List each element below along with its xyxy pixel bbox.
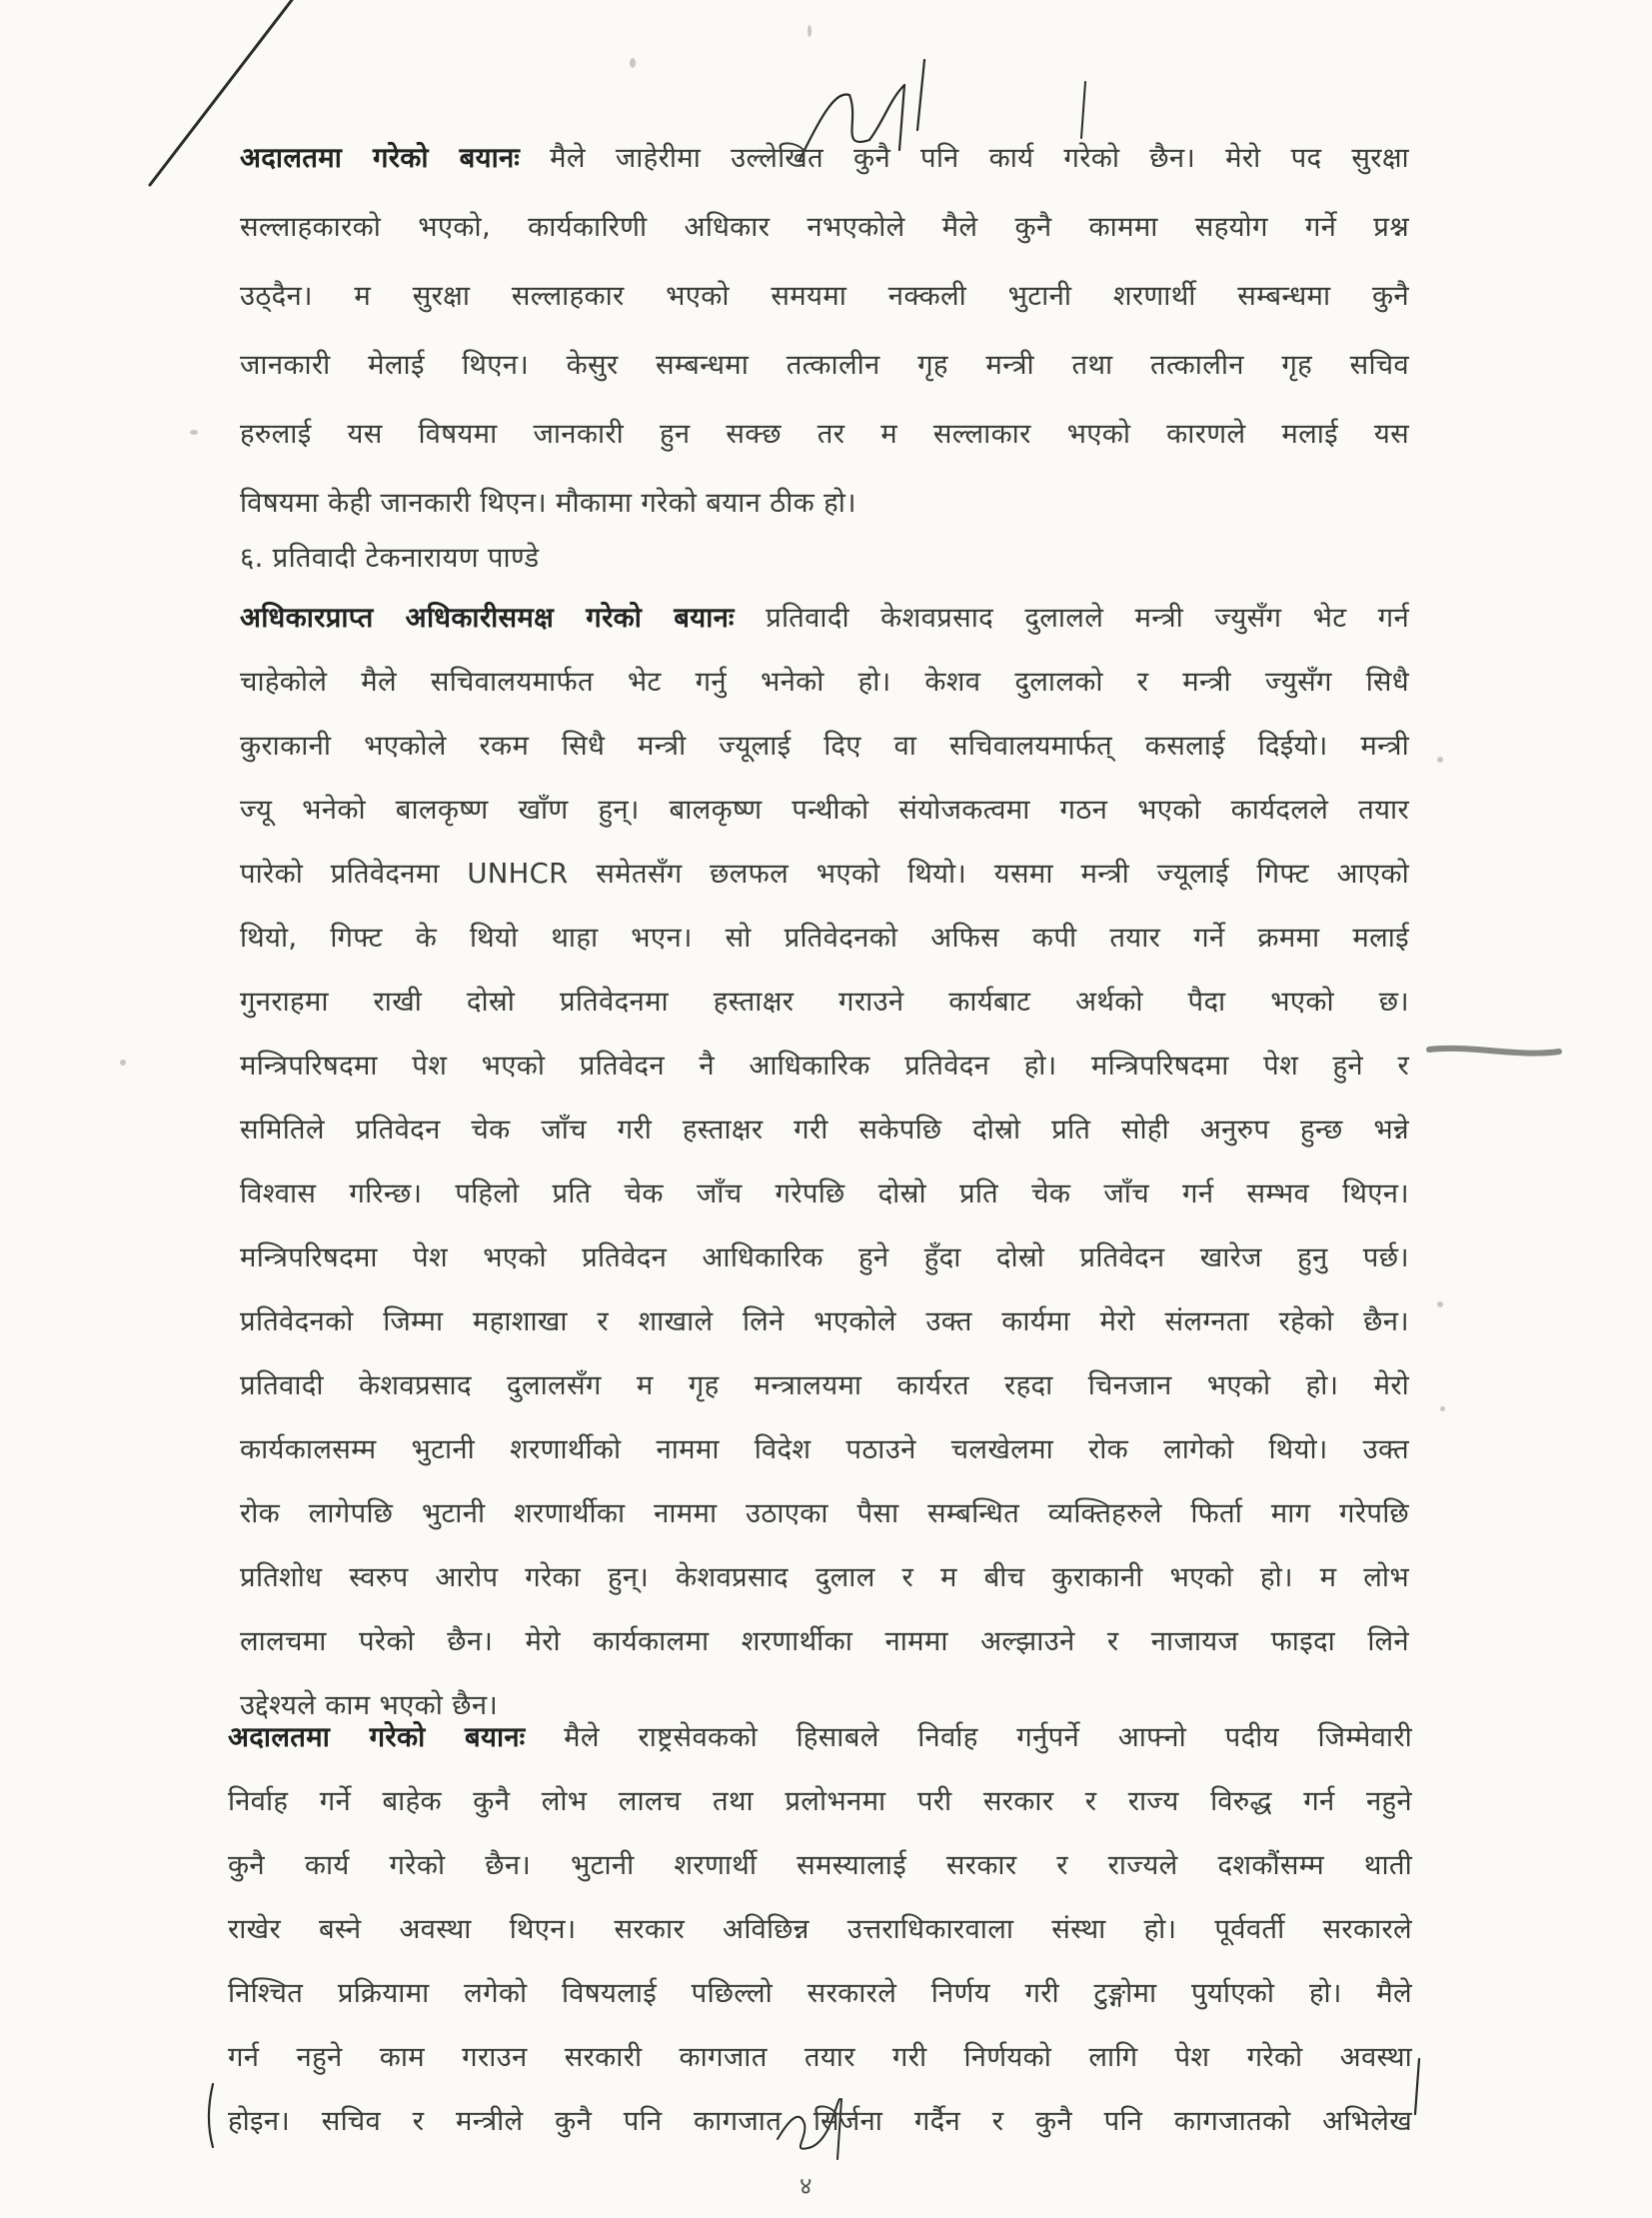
text-line: सल्लाहकारको भएको, कार्यकारिणी अधिकार नभएकोले मैले कुनै काममा सहयोग गर्ने प्रश्न — [240, 211, 1409, 243]
text-line: अदालतमा गरेको बयानः मैले राष्ट्रसेवकको हिसाबले निर्वाह गर्नुपर्ने आफ्नो पदीय जिम्मेवारी — [228, 1721, 1412, 1753]
text-line: कार्यकालसम्म भुटानी शरणार्थीको नाममा विदेश पठाउने चलखेलमा रोक लागेको थियो। उक्त — [240, 1433, 1409, 1465]
scan-speck — [190, 430, 198, 435]
text-line: समितिले प्रतिवेदन चेक जाँच गरी हस्ताक्षर गरी सकेपछि दोस्रो प्रति सोही अनुरुप हुन्छ भन्ने — [240, 1113, 1409, 1145]
scan-speck — [1437, 1301, 1443, 1307]
text-line: रोक लागेपछि भुटानी शरणार्थीका नाममा उठाएका पैसा सम्बन्धित व्यक्तिहरुले फिर्ता माग गरेपछि — [240, 1497, 1409, 1529]
scan-speck — [1437, 757, 1443, 763]
text-line: उद्देश्यले काम भएको छैन। — [240, 1689, 499, 1721]
text-line: प्रतिवादी केशवप्रसाद दुलालसँग म गृह मन्त्रालयमा कार्यरत रहदा चिनजान भएको हो। मेरो — [240, 1369, 1409, 1401]
text-line: जानकारी मेलाई थिएन। केसुर सम्बन्धमा तत्कालीन गृह मन्त्री तथा तत्कालीन गृह सचिव — [240, 349, 1409, 381]
text-line: कुराकानी भएकोले रकम सिधै मन्त्री ज्यूलाई दिए वा सचिवालयमार्फत् कसलाई दिईयो। मन्त्री — [240, 730, 1409, 762]
text-line: ज्यू भनेको बालकृष्ण खाँण हुन्। बालकृष्ण पन्थीको संयोजकत्वमा गठन भएको कार्यदलले तयार — [240, 794, 1409, 826]
scan-speck — [120, 1060, 126, 1066]
scan-speck — [808, 25, 812, 37]
text-line: चाहेकोले मैले सचिवालयमार्फत भेट गर्नु भनेको हो। केशव दुलालको र मन्त्री ज्युसँग सिधै — [240, 666, 1409, 698]
bottom-right-bracket — [1415, 2059, 1419, 2114]
page-number: ४ — [800, 2172, 813, 2200]
statement-lead: अदालतमा गरेको बयानः — [240, 142, 521, 174]
section-heading: ६. प्रतिवादी टेकनारायण पाण्डे — [240, 542, 540, 574]
scan-speck — [1440, 1406, 1445, 1411]
text-line: विषयमा केही जानकारी थिएन। मौकामा गरेको बयान ठीक हो। — [240, 487, 856, 519]
text-line: पारेको प्रतिवेदनमा UNHCR समेतसँग छलफल भएको थियो। यसमा मन्त्री ज्यूलाई गिफ्ट आएको — [240, 858, 1409, 890]
right-margin-smudge — [1429, 1049, 1559, 1054]
text-line: हरुलाई यस विषयमा जानकारी हुन सक्छ तर म सल्लाकार भएको कारणले मलाई यस — [240, 418, 1409, 450]
bottom-left-bracket — [209, 2084, 213, 2147]
text-line: अधिकारप्राप्त अधिकारीसमक्ष गरेको बयानः प्रतिवादी केशवप्रसाद दुलालले मन्त्री ज्युसँग भेट गर्न — [240, 602, 1410, 634]
statement-lead: अधिकारप्राप्त अधिकारीसमक्ष गरेको बयानः — [240, 602, 735, 634]
text-line: गर्न नहुने काम गराउन सरकारी कागजात तयार गरी निर्णयको लागि पेश गरेको अवस्था — [228, 2041, 1412, 2073]
text-line: निश्चित प्रक्रियामा लगेको विषयलाई पछिल्लो सरकारले निर्णय गरी टुङ्गोमा पुर्याएको हो। मैले — [228, 1977, 1412, 2009]
text-line: गुनराहमा राखी दोस्रो प्रतिवेदनमा हस्ताक्षर गराउने कार्यबाट अर्थको पैदा भएको छ। — [240, 986, 1409, 1018]
text-line: राखेर बस्ने अवस्था थिएन। सरकार अविछिन्न उत्तराधिकारवाला संस्था हो। पूर्ववर्ती सरकारले — [228, 1913, 1412, 1945]
text-line: प्रतिवेदनको जिम्मा महाशाखा र शाखाले लिने भएकोले उक्त कार्यमा मेरो संलग्नता रहेको छैन। — [240, 1305, 1409, 1337]
text-line: निर्वाह गर्ने बाहेक कुनै लोभ लालच तथा प्रलोभनमा परी सरकार र राज्य विरुद्ध गर्न नहुने — [228, 1785, 1412, 1817]
text-line: विश्वास गरिन्छ। पहिलो प्रति चेक जाँच गरेपछि दोस्रो प्रति चेक जाँच गर्न सम्भव थिएन। — [240, 1177, 1409, 1209]
text-line: प्रतिशोध स्वरुप आरोप गरेका हुन्। केशवप्रसाद दुलाल र म बीच कुराकानी भएको हो। म लोभ — [240, 1561, 1409, 1593]
text-line: होइन। सचिव र मन्त्रीले कुनै पनि कागजात सिर्जना गर्दैन र कुनै पनि कागजातको अभिलेख — [228, 2105, 1412, 2137]
scan-speck — [630, 58, 636, 68]
text-line: मन्त्रिपरिषदमा पेश भएको प्रतिवेदन आधिकारिक हुने हुँदा दोस्रो प्रतिवेदन खारेज हुनु पर्छ। — [240, 1241, 1409, 1273]
text-line: थियो, गिफ्ट के थियो थाहा भएन। सो प्रतिवेदनको अफिस कपी तयार गर्ने क्रममा मलाई — [240, 922, 1409, 954]
statement-lead: अदालतमा गरेको बयानः — [228, 1721, 526, 1753]
text-line: लालचमा परेको छैन। मेरो कार्यकालमा शरणार्थीका नाममा अल्झाउने र नाजायज फाइदा लिने — [240, 1625, 1409, 1657]
text-line: कुनै कार्य गरेको छैन। भुटानी शरणार्थी समस्यालाई सरकार र राज्यले दशकौंसम्म थाती — [228, 1849, 1412, 1881]
text-line: उठ्दैन। म सुरक्षा सल्लाहकार भएको समयमा नक्कली भुटानी शरणार्थी सम्बन्धमा कुनै — [240, 280, 1409, 312]
text-line: मन्त्रिपरिषदमा पेश भएको प्रतिवेदन नै आधिकारिक प्रतिवेदन हो। मन्त्रिपरिषदमा पेश हुने र — [240, 1050, 1409, 1082]
text-line: अदालतमा गरेको बयानः मैले जाहेरीमा उल्लेखित कुनै पनि कार्य गरेको छैन। मेरो पद सुरक्षा — [240, 142, 1409, 174]
